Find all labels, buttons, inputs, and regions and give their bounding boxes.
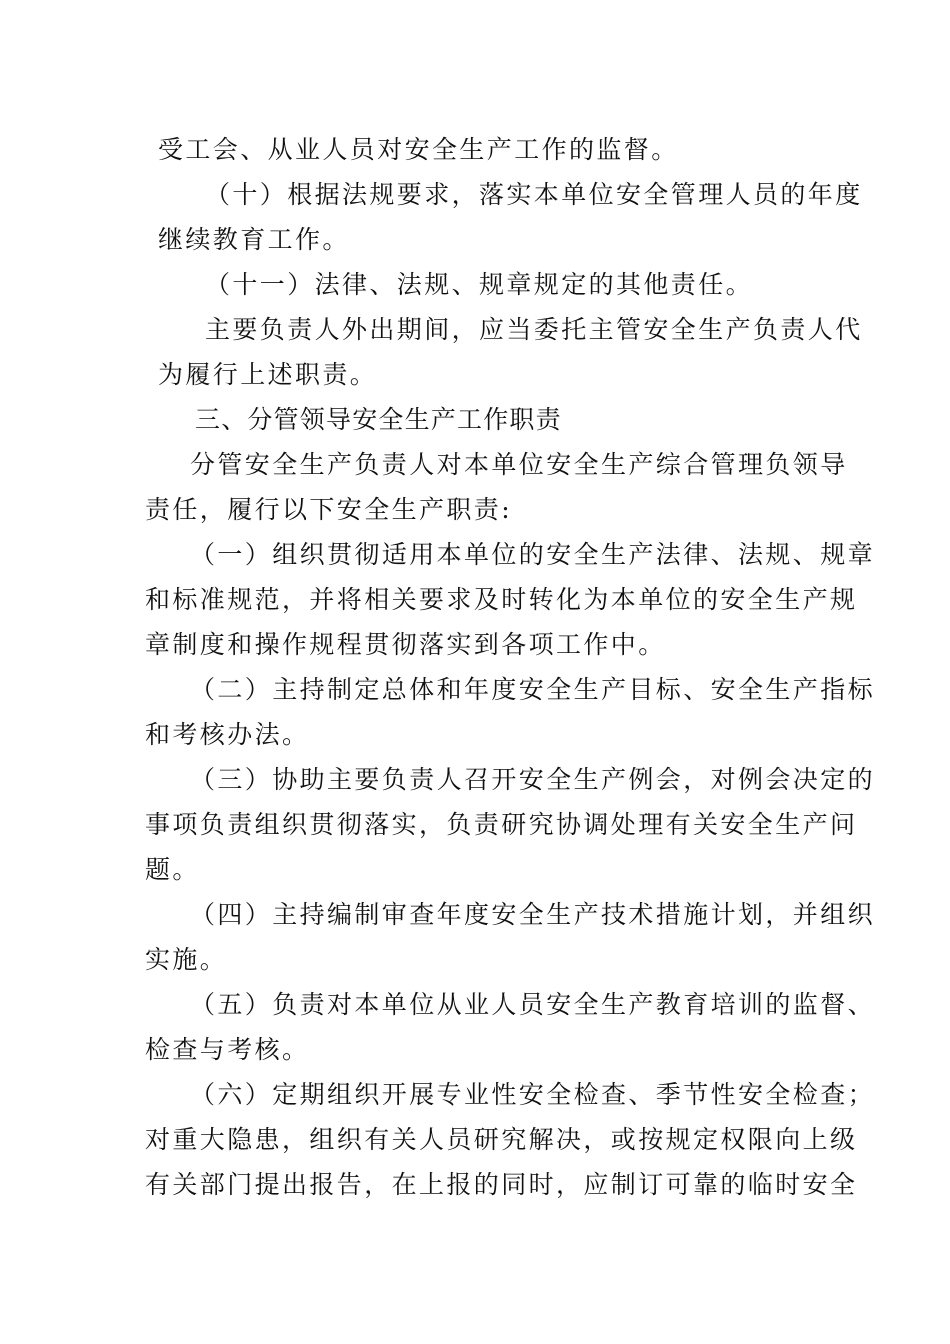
text-line: 分管安全生产负责人对本单位安全生产综合管理负领导 — [190, 450, 848, 479]
text-line: （十一）法律、法规、规章规定的其他责任。 — [205, 270, 754, 299]
text-line: （五）负责对本单位从业人员安全生产教育培训的监督、 — [190, 990, 876, 1019]
section-heading: 三、分管领导安全生产工作职责 — [195, 405, 562, 434]
text-line: （三）协助主要负责人召开安全生产例会，对例会决定的 — [190, 765, 876, 794]
text-line: 事项负责组织贯彻落实，负责研究协调处理有关安全生产问 — [145, 810, 858, 839]
text-line: 章制度和操作规程贯彻落实到各项工作中。 — [145, 630, 666, 659]
text-line: 和标准规范，并将相关要求及时转化为本单位的安全生产规 — [145, 585, 858, 614]
text-line: 实施。 — [145, 945, 228, 974]
text-line: 和考核办法。 — [145, 720, 310, 749]
text-line: （十）根据法规要求，落实本单位安全管理人员的年度 — [205, 180, 863, 209]
text-line: （一）组织贯彻适用本单位的安全生产法律、法规、规章 — [190, 540, 876, 569]
text-line: 责任，履行以下安全生产职责: — [145, 495, 513, 524]
text-line: 检查与考核。 — [145, 1035, 310, 1064]
text-line: 为履行上述职责。 — [158, 360, 378, 389]
text-line: （六）定期组织开展专业性安全检查、季节性安全检查； — [190, 1080, 876, 1109]
text-line: 继续教育工作。 — [158, 225, 350, 254]
text-line: （二）主持制定总体和年度安全生产目标、安全生产指标 — [190, 675, 876, 704]
text-line: 题。 — [145, 855, 200, 884]
text-line: 主要负责人外出期间，应当委托主管安全生产负责人代 — [205, 315, 863, 344]
text-line: 对重大隐患，组织有关人员研究解决，或按规定权限向上级 — [145, 1125, 858, 1154]
text-line: 受工会、从业人员对安全生产工作的监督。 — [158, 135, 679, 164]
text-line: （四）主持编制审查年度安全生产技术措施计划，并组织 — [190, 900, 876, 929]
text-line: 有关部门提出报告，在上报的同时，应制订可靠的临时安全 — [145, 1170, 858, 1199]
